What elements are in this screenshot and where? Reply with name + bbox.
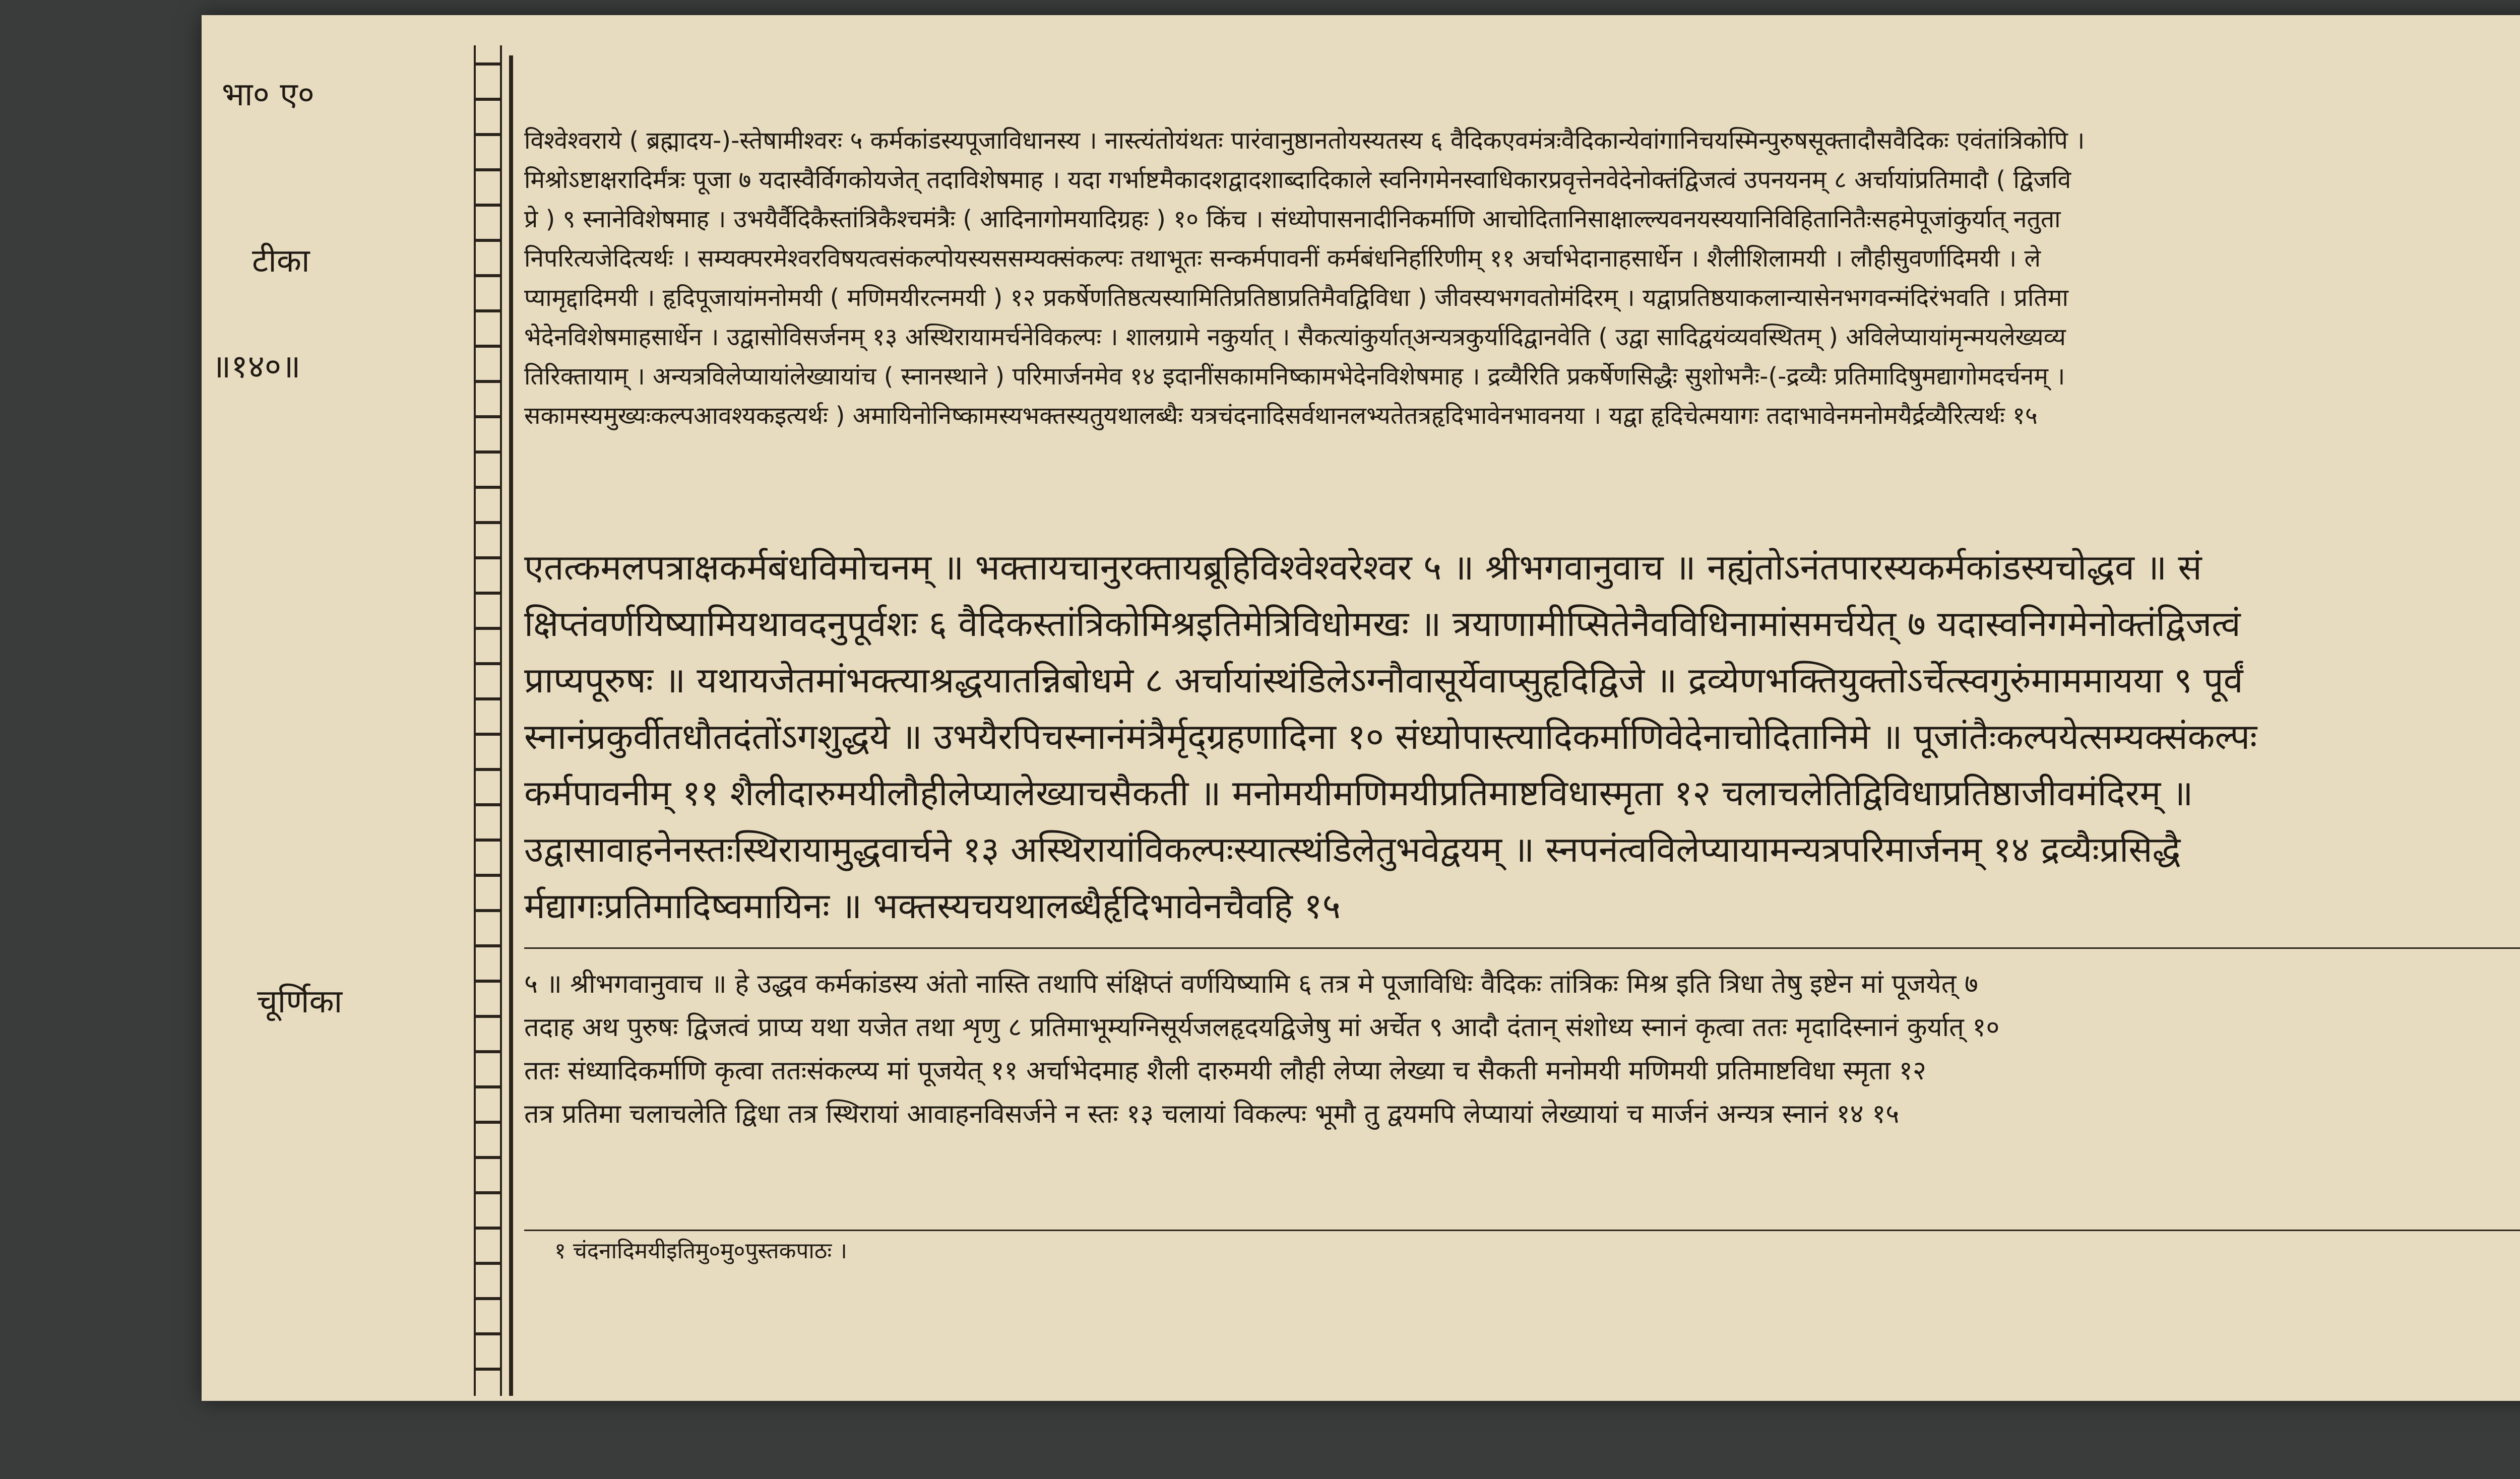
commentary-line: भेदेनविशेषमाहसार्धेन । उद्वासोविसर्जनम् १३ अस्थिरायामर्चनेविकल्पः । शालग्रामे नकुर्यात् । सैकत्यांकुर्यात्अन्यत्रकुर्यादिद्वानवेति ( उद्वा सादिद्वयंव्यवस्थितम् ) अविलेप्यायांमृन्मयलेख्यव्य	[524, 323, 2066, 351]
verse-line: स्नानंप्रकुर्वीतधौतदंतोंऽगशुद्धये ॥ उभयैरपिचस्नानंमंत्रैर्मृद्ग्रहणादिना १० संध्योपास्त्यादिकर्माणिवेदेनाचोदितानिमे ॥ पूजांतैःकल्पयेत्सम्यक्संकल्पः	[524, 716, 2257, 757]
section-label: भा० ए०	[222, 76, 314, 113]
mula-verses	[524, 539, 2520, 934]
footnote: १ चंदनादिमयीइतिमु०मु०पुस्तकपाठः ।	[554, 1238, 847, 1264]
gloss-line: ५ ॥ श्रीभगवानुवाच ॥ हे उद्धव कर्मकांडस्य अंतो नास्ति तथापि संक्षिप्तं वर्णयिष्यामि ६ तत्र मे पूजाविधिः वैदिकः तांत्रिकः मिश्र इति त्रिधा तेषु इष्टेन मां पूजयेत् ७	[524, 969, 1978, 999]
commentary-line: सकामस्यमुख्यःकल्पआवश्यकइत्यर्थः ) अमायिनोनिष्कामस्यभक्तस्यतुयथालब्धैः यत्रचंदनादिसर्वथानलभ्यतेतत्रहृदिभावेनभावनया । यद्वा हृदिचेत्मयागः तदाभावेनमनोमयैर्द्रव्यैरित्यर्थः १५	[524, 402, 2038, 430]
section-divider	[524, 947, 2520, 949]
gloss-line: ततः संध्यादिकर्माणि कृत्वा ततःसंकल्प्य मां पूजयेत् ११ अर्चाभेदमाह शैली दारुमयी लौही लेप्या लेख्या च सैकती मनोमयी मणिमयी प्रतिमाष्टविधा स्मृता १२	[524, 1056, 1926, 1086]
gloss-line: तदाह अथ पुरुषः द्विजत्वं प्राप्य यथा यजेत तथा शृणु ८ प्रतिमाभूम्यग्निसूर्यजलहृदयद्विजेषु मां अर्चेत ९ आदौ दंतान् संशोध्य स्नानं कृत्वा ततः मृदादिस्नानं कुर्यात् १०	[524, 1012, 2000, 1043]
verse-line: उद्वासावाहनेनस्तःस्थिरायामुद्धवार्चने १३ अस्थिरायांविकल्पःस्यात्स्थंडिलेतुभवेद्वयम् ॥ स्नपनंत्वविलेप्यायामन्यत्रपरिमार्जनम् १४ द्रव्यैःप्रसिद्धै	[524, 829, 2181, 870]
tika-label: टीका	[252, 242, 310, 280]
left-rule	[509, 55, 513, 1396]
tika-commentary	[524, 121, 2520, 435]
commentary-line: मिश्रोऽष्टाक्षरादिर्मंत्रः पूजा ७ यदास्वैर्विगकोयजेत् तदाविशेषमाह । यदा गर्भाष्टमैकादशद्वादशाब्दादिकाले स्वनिगमेनस्वाधिकारप्रवृत्तेनवेदेनोक्तंद्विजत्वं उपनयनम् ८ अर्चायांप्रतिमादौ ( द्विजवि	[524, 166, 2071, 194]
manuscript-page	[202, 15, 2520, 1401]
verse-line: एतत्कमलपत्राक्षकर्मबंधविमोचनम् ॥ भक्तायचानुरक्तायब्रूहिविश्वेश्वरेश्वर ५ ॥ श्रीभगवानुवाच ॥ नह्यंतोऽनंतपारस्यकर्मकांडस्यचोद्धव ॥ सं	[524, 547, 2202, 588]
churnika-gloss	[524, 962, 2520, 1136]
churnika-label: चूर्णिका	[257, 983, 343, 1020]
left-ornamental-border	[474, 45, 502, 1396]
commentary-line: प्रे ) ९ स्नानेविशेषमाह । उभयैर्वैदिकैस्तांत्रिकैश्चमंत्रैः ( आदिनागोमयादिग्रहः ) १० किंच । संध्योपासनादीनिकर्माणि आचोदितानिसाक्षाल्ल्यवनयस्ययानिविहितानितैःसहमेपूजांकुर्यात् नतुता	[524, 205, 2061, 233]
commentary-line: विश्वेश्वराये ( ब्रह्मादय-)-स्तेषामीश्वरः ५ कर्मकांडस्यपूजाविधानस्य । नास्त्यंतोयंथतः पारंवानुष्ठानतोयस्यतस्य ६ वैदिकएवमंत्रःवैदिकान्येवांगानिचयस्मिन्पुरुषसूक्तादौसवैदिकः एवंतांत्रिकोपि ।	[524, 126, 2085, 155]
left-folio-number: ॥१४०॥	[212, 348, 301, 385]
verse-line: र्मद्यागःप्रतिमादिष्वमायिनः ॥ भक्तस्यचयथालब्धैर्हृदिभावेनचैवहि १५	[524, 885, 1341, 927]
commentary-line: प्यामृद्दादिमयी । हृदिपूजायांमनोमयी ( मणिमयीरत्नमयी ) १२ प्रकर्षेणतिष्ठत्यस्यामितिप्रतिष्ठाप्रतिमैवद्विविधा ) जीवस्यभगवतोमंदिरम् । यद्वाप्रतिष्ठयाकलान्यासेनभगवन्मंदिरंभवति । प्रतिमा	[524, 284, 2068, 312]
verse-line: कर्मपावनीम् ११ शैलीदारुमयीलौहीलेप्यालेख्याचसैकती ॥ मनोमयीमणिमयीप्रतिमाष्टविधास्मृता १२ चलाचलेतिद्विविधाप्रतिष्ठाजीवमंदिरम् ॥	[524, 773, 2193, 814]
commentary-line: निपरित्यजेदित्यर्थः । सम्यक्परमेश्वरविषयत्वसंकल्पोयस्यससम्यक्संकल्पः तथाभूतः सन्कर्मपावनीं कर्मबंधनिर्हारिणीम् ११ अर्चाभेदानाहसार्धेन । शैलीशिलामयी । लौहीसुवर्णादिमयी । ले	[524, 244, 2041, 273]
commentary-line: तिरिक्तायाम् । अन्यत्रविलेप्यायांलेख्यायांच ( स्नानस्थाने ) परिमार्जनमेव १४ इदानींसकामनिष्कामभेदेनविशेषमाह । द्रव्यैरिति प्रकर्षेणसिद्धैः सुशोभनैः-(-द्रव्यैः प्रतिमादिषुमद्यागोमदर्चनम् ।	[524, 362, 2065, 391]
verse-line: प्राप्यपूरुषः ॥ यथायजेतमांभक्त्याश्रद्धयातन्निबोधमे ८ अर्चायांस्थंडिलेऽग्नौवासूर्येवाप्सुहृदिद्विजे ॥ द्रव्येणभक्तियुक्तोऽर्चेत्स्वगुरुंमाममायया ९ पूर्वं	[524, 660, 2243, 701]
gloss-line: तत्र प्रतिमा चलाचलेति द्विधा तत्र स्थिरायां आवाहनविसर्जने न स्तः १३ चलायां विकल्पः भूमौ तु द्वयमपि लेप्यायां लेख्यायां च मार्जनं अन्यत्र स्नानं १४ १५	[524, 1099, 1900, 1129]
footnote-divider	[524, 1230, 2520, 1231]
verse-line: क्षिप्तंवर्णयिष्यामियथावदनुपूर्वशः ६ वैदिकस्तांत्रिकोमिश्रइतिमेत्रिविधोमखः ॥ त्रयाणामीप्सितेनैवविधिनामांसमर्चयेत् ७ यदास्वनिगमेनोक्तंद्विजत्वं	[524, 603, 2241, 645]
